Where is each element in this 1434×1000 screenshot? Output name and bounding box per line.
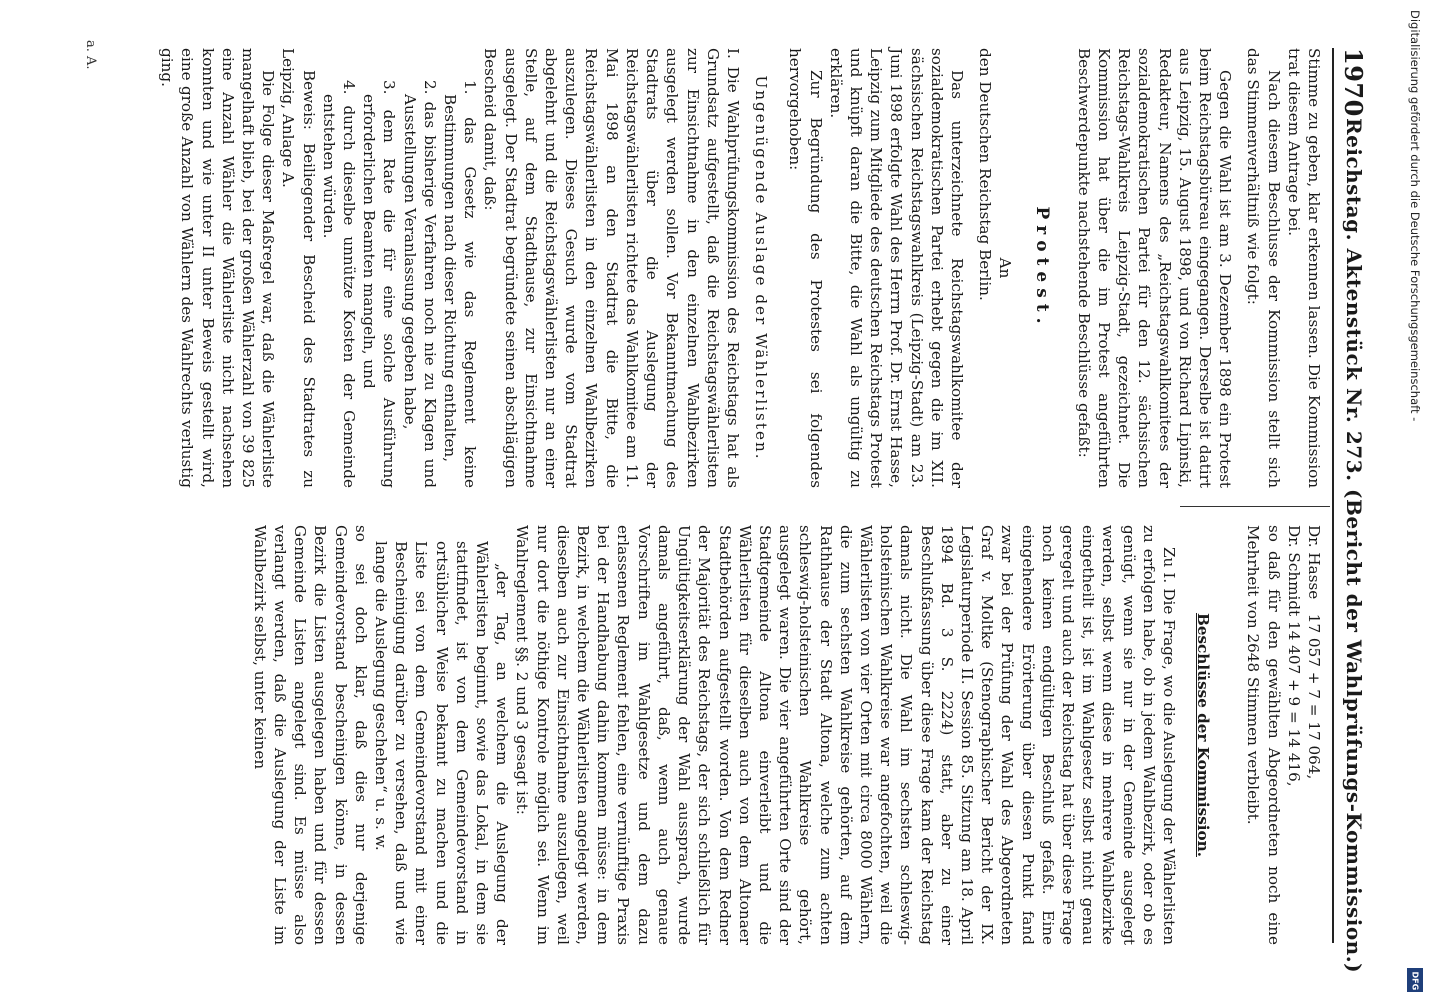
protest-paragraph-1: Gegen die Wahl ist am 3. Dezember 1898 ein Protest beim Reichstagsbüreau eingegangen. Derselbe ist datirt aus Leipzig, 15. August 1898, und von Richard Lipinski, Redakteur, Namens des „Reichstagswahlkomitees der sozialdemokratischen Partei für den 12. sächsischen Reichstags-Wahlkreis Leipzig-Stadt, gezeichnet. Die Kommission hat über die im Protest angeführten Beschwerdepunkte nachstehende Beschlüsse gefaßt: [1074, 48, 1235, 488]
intro-paragraph-2: Nach diesem Beschlusse der Kommission stellt sich das Stimmenverhältniß wie folgt: [1244, 48, 1283, 488]
page-header [1334, 48, 1374, 974]
subpoint-4: 4. durch dieselbe unnütze Kosten der Gemeinde entstehen würden. [319, 80, 359, 488]
addressee-line-2: den Deutschen Reichstag Berlin. [976, 48, 995, 301]
addressee-line-1: An [996, 257, 1015, 279]
subpoint-2: 2. das bisherige Verfahren noch nie zu Klagen und Ausstellungen Veranlassung gegeben habe, [400, 80, 439, 488]
folge-paragraph: Die Folge dieser Maßregel war, daß die Wählerliste mangelhaft blieb, bei der großen Wählerzahl von 39 825 eine Anzahl Wähler die Wählerliste nicht nachsehen konnten und wie unter II unter Beweis gestellt wird, eine große Anzahl von Wählern des Wahlrechts verlustig ging. [158, 48, 278, 488]
vote-result: so daß für den gewählten Abgeordneten noch eine Mehrheit von 2648 Stimmen verbleibt. [1244, 525, 1283, 945]
header-rule [1332, 48, 1334, 943]
protest-paragraph-3: Zur Begründung des Protestes sei folgendes hervorgehoben: [786, 48, 825, 488]
zu-1-paragraph: Zu I. Die Frage, wo die Auslegung der Wählerlisten zu erfolgen habe, ob in jedem Wahlbezirk, oder ob es genügt, wenn sie nur in der Gemeinde ausgelegt werden, selbst wenn diese in mehrere Wahlbezirke eingetheilt ist, ist im Wahlgesetz selbst nicht genau geregelt und auch der Reichstag hat über diese Frage noch keinen endgültigen Beschluß gefaßt. Eine eingehendere Erörterung über diesen Punkt fand zwar bei der Prüfung der Wahl des Abgeordneten Graf v. Moltke (Stenographischer Bericht der IX. Legislaturperiode II. Session 85. Sitzung am 18. April 1894 Bd. 3 S. 2224) statt, aber zu einer Beschlußfassung über diese Frage kam der Reichstag damals nicht. Die Wahl im sechsten schleswig-holsteinischen Wahlkreise war angefochten, weil die Wählerlisten von vier Orten mit circa 8000 Wählern, die zum sechsten Wahlkreise gehörten, auf dem Rathhause der Stadt Altona, welche zum achten schleswig-holsteinischen Wahlkreise gehört, ausgelegt waren. Die vier angeführten Orte sind der Stadtgemeinde Altona einverleibt und die Wählerlisten für dieselben auch von dem Altonaer Stadtbehörden aufgestellt worden. Von dem Redner der Majorität des Reichstags, der sich schließlich für Ungültigkeitserklärung der Wahl aussprach, wurde damals angeführt, daß, wenn auch genaue Vorschriften im Wahlgesetze und dem dazu erlassenen Reglement fehlen, eine vernünftige Praxis bei der Handhabung dahin kommen müsse: in dem Bezirk, in welchem die Wählerlisten angelegt werden, dieselben auch zur Einsichtnahme auszulegen, weil nur dort die nöthige Kontrole möglich sei. Wenn im Wahlreglement §§. 2 und 3 gesagt ist: [513, 525, 1178, 945]
intro-paragraph-1: Stimme zu geben, klar erkennen lassen. Die Kommission trat diesem Antrage bei. [1284, 48, 1323, 488]
dfg-logo-text: DFG [1410, 971, 1420, 991]
quote-paragraph: „der Tag, an welchem die Auslegung der Wählerlisten beginnt, sowie das Lokal, in dem sie stattfindet, ist von dem Gemeindevorstand in ortsüblicher Weise bekannt zu machen und die Liste sei von dem Gemeindevorstand mit einer Bescheinigung darüber zu versehen, daß und wie lange die Auslegung geschehen“ u. s. w. [372, 541, 512, 945]
point-1: I. Die Wahlprüfungskommission des Reichstags hat als Grundsatz aufgestellt, daß die Reichstagswählerlisten zur Einsichtnahme in den einzelnen Wahlbezirken ausgelegt werden sollen. Vor Bekanntmachung des Stadtrats über die Auslegung der Reichstagswählerlisten richtete das Wahlkomitee am 11. Mai 1898 an den Stadtrat die Bitte, die Reichstagswählerlisten in den einzelnen Wahlbezirken auszulegen. Dieses Gesuch wurde vom Stadtrat abgelehnt und die Reichstagswählerlisten nur an einer Stelle, auf dem Stadthause, zur Einsichtnahme ausgelegt. Der Stadtrat begründete seinen abschlägigen Bescheid damit, daß: [481, 48, 742, 488]
running-title: Reichstag. Aktenstück Nr. 273. (Bericht der Wahlprüfungs-Kommission.) [1342, 118, 1366, 974]
column-divider [1180, 506, 1330, 507]
protest-paragraph-2: Das unterzeichnete Reichstagswahlkomitee der sozialdemokratischen Partei erhebt gegen die im XII. sächsischen Reichstagswahlkreis (Leipzig-Stadt) am 23. Juni 1898 erfolgte Wahl des Herrn Prof. Dr. Ernst Hasse, Leipzig zum Mitgliede des deutschen Reichstags Protest und knüpft daran die Bitte, die Wahl als ungültig zu erklären. [826, 48, 966, 488]
page-number: 1970 [1339, 48, 1368, 117]
vote-formula-hasse: Dr. Hasse 17 057 + 7 = 17 064, [1305, 525, 1323, 780]
right-column [250, 525, 1324, 945]
section-heading: Ungenügende Auslage der Wählerlisten. [752, 75, 771, 461]
after-quote-paragraph: so sei doch klar, daß dies nur derjenige Gemeindevorstand bescheinigen könne, in dessen Bezirk die Listen ausgelegen haben und für dessen Gemeinde Listen angelegt sind. Es müsse also verlangt werden, daß die Auslegung der Liste im Wahlbezirk selbst, unter keinen [250, 525, 370, 945]
vote-formula-schmidt: Dr. Schmidt 14 407 + 9 = 14 416, [1284, 525, 1303, 787]
subpoint-1: 1. das Gesetz wie das Reglement keine Bestimmungen nach dieser Richtung enthalten, [441, 80, 480, 488]
footer-text: Digitalisierung gefördert durch die Deutsche Forschungsgemeinschaft - [1408, 10, 1422, 422]
footer [1405, 10, 1425, 995]
left-column [157, 48, 1324, 488]
commission-heading: Beschlüsse der Kommission. [1194, 612, 1213, 857]
dfg-logo [1407, 968, 1423, 992]
margin-note: a. A. [83, 40, 98, 70]
protest-title: Protest. [1031, 206, 1052, 330]
subpoint-3: 3. dem Rate die für eine solche Ausführung erforderlichen Beamten mangeln, und [360, 80, 399, 488]
beweis-line: Beweis: Beiliegender Bescheid des Stadtrates zu Leipzig, Anlage A. [279, 48, 318, 488]
